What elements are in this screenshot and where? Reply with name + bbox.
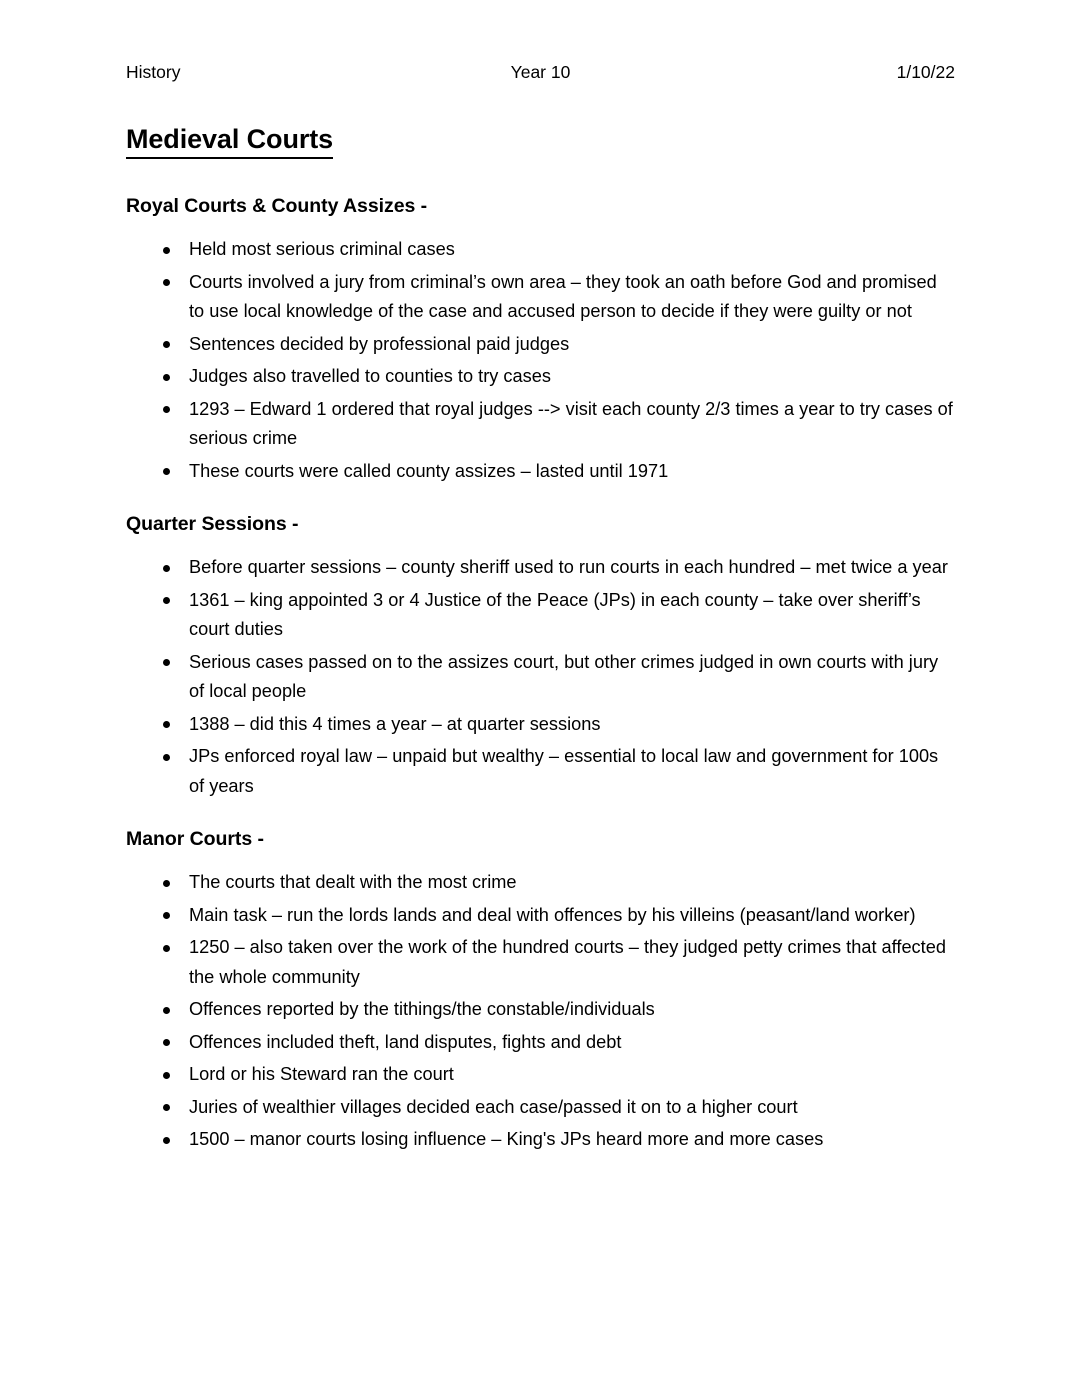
section-royal-courts-county-assizes — [126, 193, 955, 486]
list-item: 1388 – did this 4 times a year – at quarter sessions — [126, 710, 955, 740]
bullet-list — [126, 553, 955, 801]
header-year-group: Year 10 — [510, 62, 571, 82]
section-spacer — [126, 489, 955, 511]
list-item: Serious cases passed on to the assizes court, but other crimes judged in own courts with jury of local people — [126, 648, 955, 707]
section-heading: Quarter Sessions - — [126, 513, 299, 535]
list-item: Juries of wealthier villages decided each case/passed it on to a higher court — [126, 1093, 955, 1123]
document-body — [126, 122, 955, 1158]
page-title: Medieval Courts — [126, 122, 333, 159]
header-subject: History — [126, 62, 181, 82]
page-title-wrap — [126, 122, 955, 175]
list-item: These courts were called county assizes – lasted until 1971 — [126, 457, 955, 487]
section-heading: Manor Courts - — [126, 828, 264, 850]
list-item: Judges also travelled to counties to try cases — [126, 362, 955, 392]
list-item: Main task – run the lords lands and deal with offences by his villeins (peasant/land worker) — [126, 901, 955, 931]
list-item: Before quarter sessions – county sheriff used to run courts in each hundred – met twice a year — [126, 553, 955, 583]
list-item: 1500 – manor courts losing influence – King's JPs heard more and more cases — [126, 1125, 955, 1155]
list-item: 1250 – also taken over the work of the hundred courts – they judged petty crimes that affected the whole community — [126, 933, 955, 992]
section-quarter-sessions — [126, 511, 955, 801]
list-item: Offences included theft, land disputes, fights and debt — [126, 1028, 955, 1058]
list-item: Offences reported by the tithings/the constable/individuals — [126, 995, 955, 1025]
running-header — [126, 60, 955, 84]
list-item: Sentences decided by professional paid judges — [126, 330, 955, 360]
list-item: 1361 – king appointed 3 or 4 Justice of the Peace (JPs) in each county – take over sheriff’s court duties — [126, 586, 955, 645]
list-item: Lord or his Steward ran the court — [126, 1060, 955, 1090]
list-item: The courts that dealt with the most crime — [126, 868, 955, 898]
bullet-list — [126, 868, 955, 1155]
bullet-list — [126, 235, 955, 486]
list-item: 1293 – Edward 1 ordered that royal judges --> visit each county 2/3 times a year to try cases of serious crime — [126, 395, 955, 454]
list-item: JPs enforced royal law – unpaid but wealthy – essential to local law and government for 100s of years — [126, 742, 955, 801]
section-spacer — [126, 804, 955, 826]
section-heading: Royal Courts & County Assizes - — [126, 195, 428, 217]
list-item: Courts involved a jury from criminal’s own area – they took an oath before God and promised to use local knowledge of the case and accused person to decide if they were guilty or not — [126, 268, 955, 327]
list-item: Held most serious criminal cases — [126, 235, 955, 265]
header-date: 1/10/22 — [896, 62, 955, 82]
section-manor-courts — [126, 826, 955, 1155]
